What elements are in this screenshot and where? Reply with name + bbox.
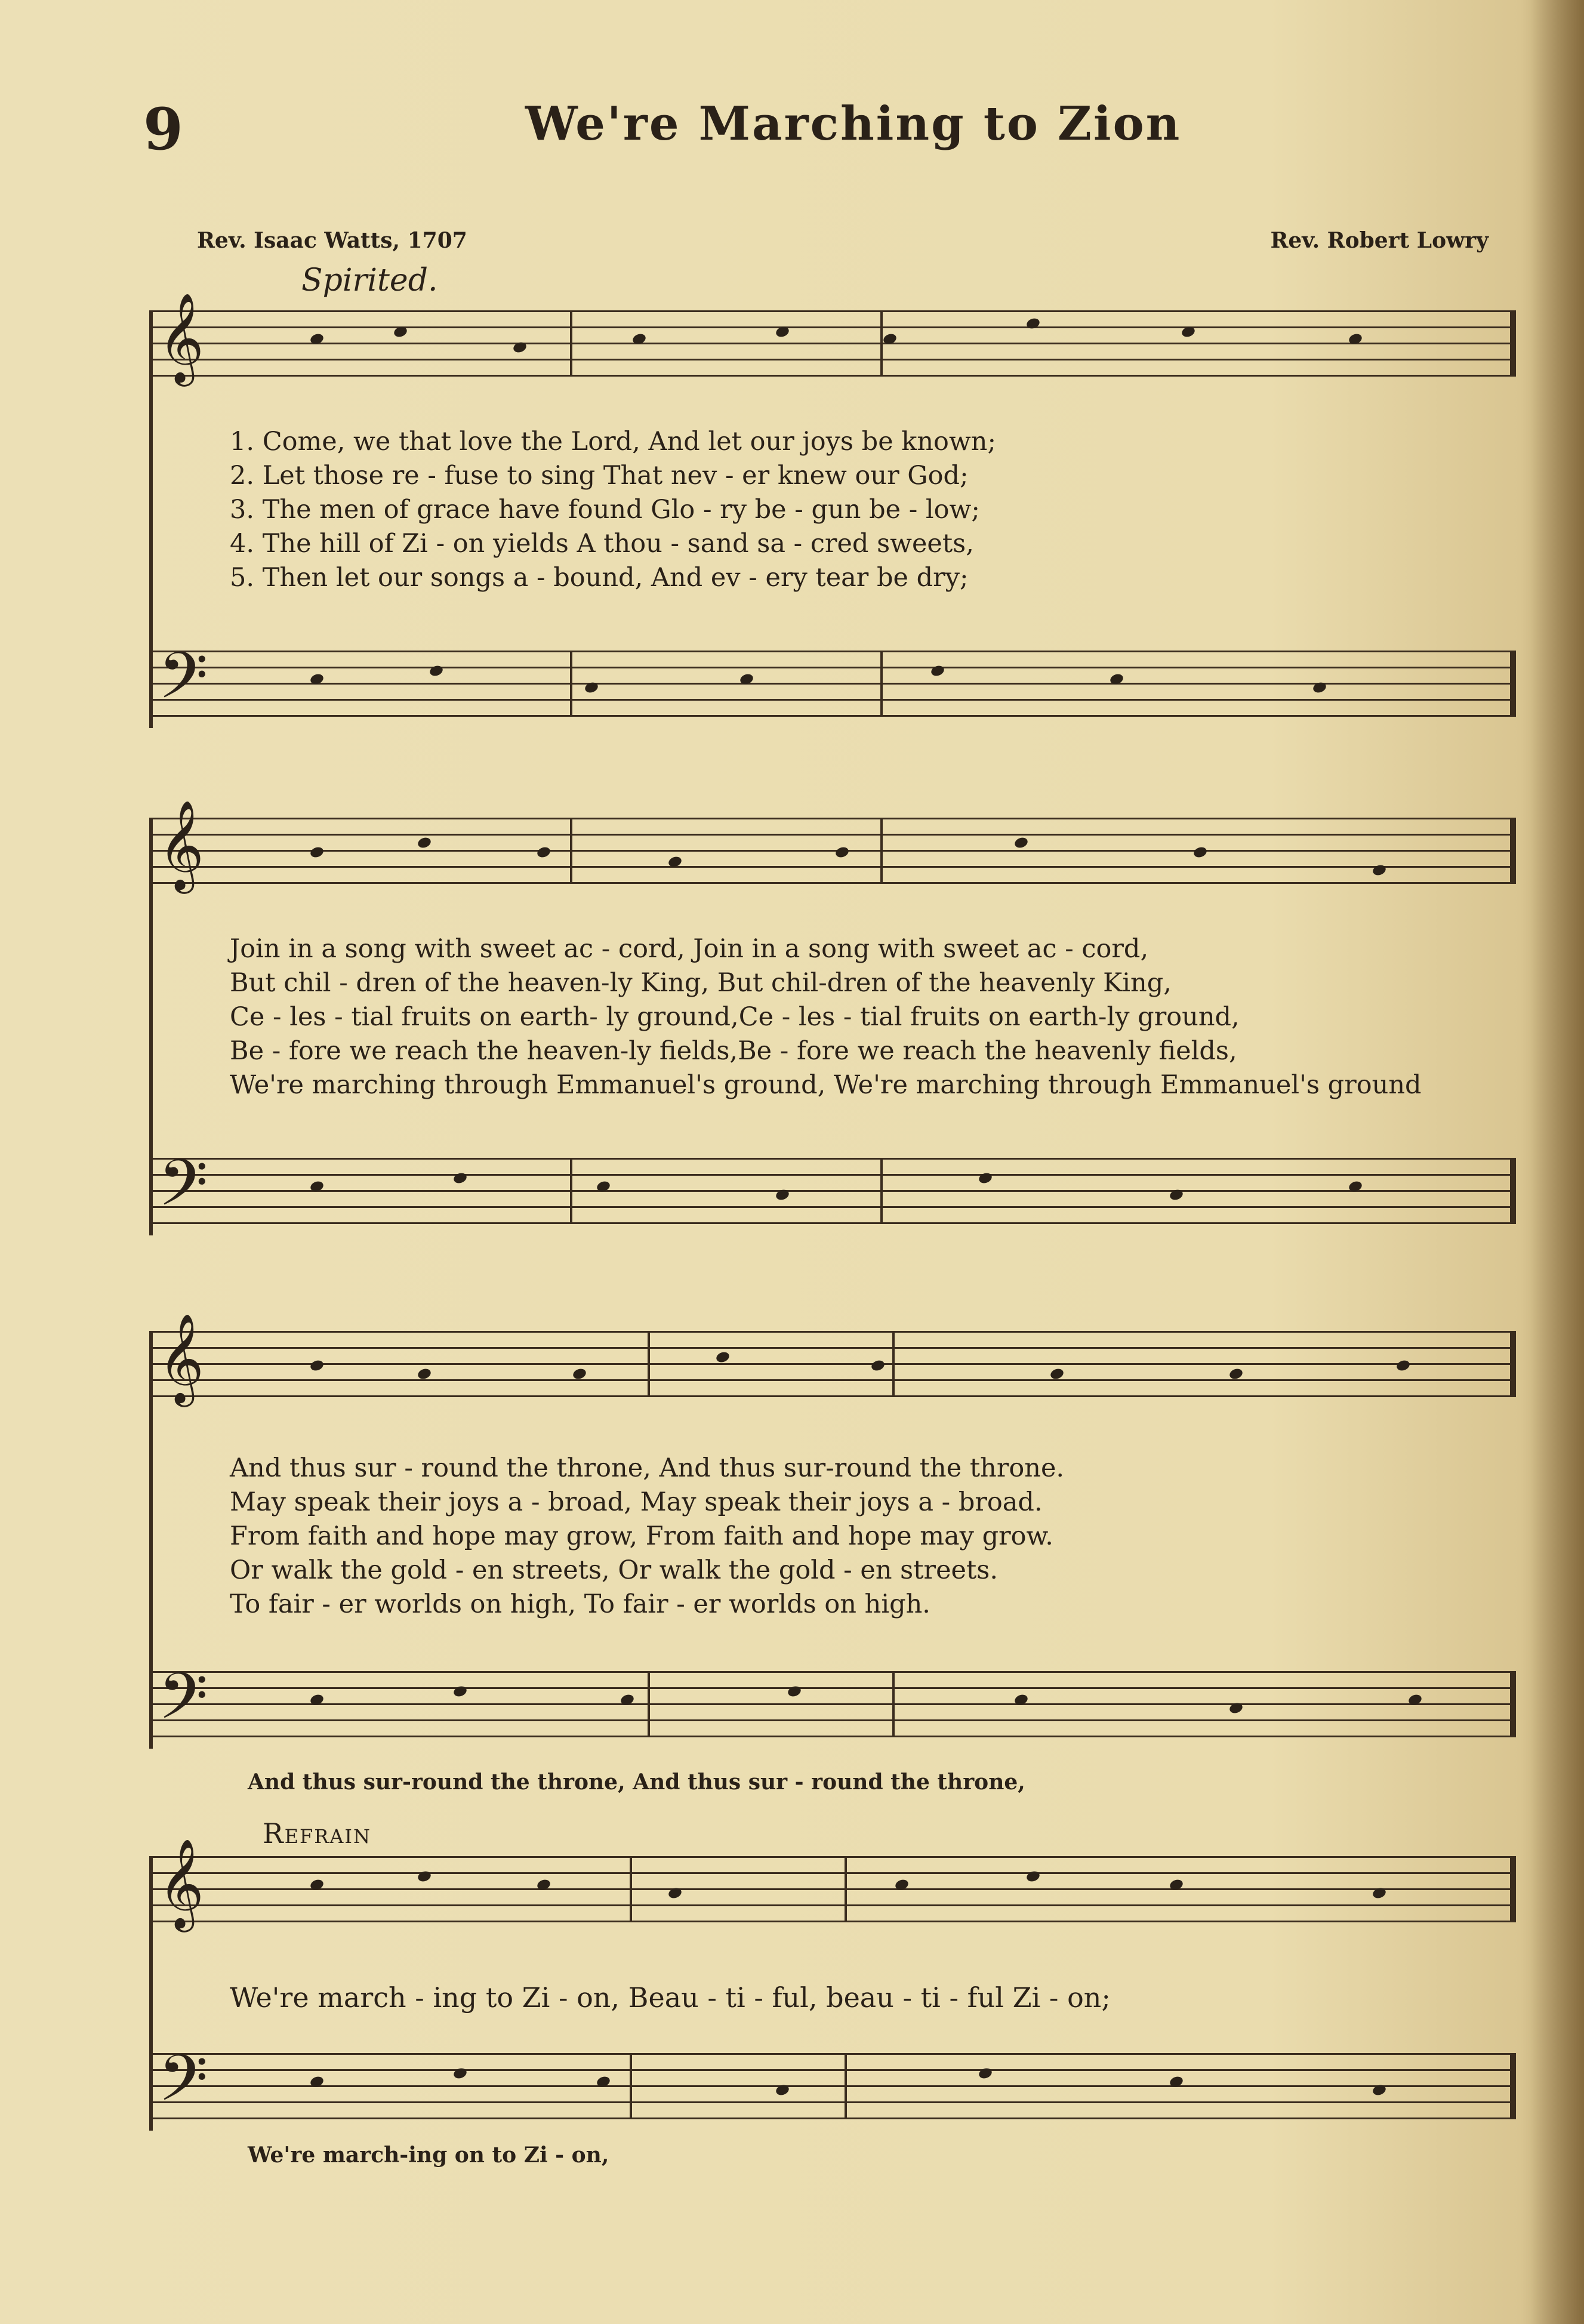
- bass-staff-2: [152, 1145, 1516, 1236]
- lyrics-verse-1: Join in a song with sweet ac - cord, Join in a song with sweet ac - cord,: [230, 934, 1149, 964]
- treble-clef-icon: 𝄞: [158, 799, 204, 890]
- lyrics-verse-3: Ce - les - tial fruits on earth- ly ground,Ce - les - tial fruits on earth-ly ground,: [230, 1002, 1240, 1032]
- treble-clef-icon: 𝄞: [158, 292, 204, 383]
- page-number: 9: [143, 95, 183, 163]
- bass-clef-icon: 𝄢: [158, 638, 208, 729]
- bass-staff-1: [152, 638, 1516, 729]
- lyrics-verse-4: Or walk the gold - en streets, Or walk the gold - en streets.: [230, 1555, 998, 1585]
- bass-clef-icon: 𝄢: [158, 1659, 208, 1749]
- bass-clef-icon: 𝄢: [158, 1145, 208, 1236]
- lyrics-verse-1: And thus sur - round the throne, And thus sur-round the throne.: [230, 1453, 1065, 1483]
- lyrics-verse-2: But chil - dren of the heaven-ly King, But chil-dren of the heavenly King,: [230, 968, 1172, 998]
- lyrics-verse-4: 4. The hill of Zi - on yields A thou - sand sa - cred sweets,: [230, 529, 974, 559]
- page-header: [0, 90, 1584, 161]
- composer-credit: Rev. Robert Lowry: [1270, 228, 1489, 253]
- hymn-title: We're Marching to Zion: [525, 97, 1182, 151]
- treble-staff-1: [152, 292, 1516, 383]
- lyrics-verse-5: 5. Then let our songs a - bound, And ev - ery tear be dry;: [230, 563, 969, 593]
- treble-staff-2: [152, 799, 1516, 890]
- bass-staff-3: [152, 1659, 1516, 1749]
- refrain-lyrics: We're march - ing to Zi - on, Beau - ti - ful, beau - ti - ful Zi - on;: [230, 1981, 1111, 2014]
- lyrics-verse-3: 3. The men of grace have found Glo - ry be - gun be - low;: [230, 495, 980, 525]
- lyrics-verse-4: Be - fore we reach the heaven-ly fields,Be - fore we reach the heavenly fields,: [230, 1036, 1237, 1066]
- treble-staff-3: [152, 1312, 1516, 1403]
- bass-lyrics-3: And thus sur-round the throne, And thus sur - round the throne,: [248, 1770, 1025, 1795]
- bass-clef-icon: 𝄢: [158, 2041, 208, 2131]
- lyrics-verse-2: 2. Let those re - fuse to sing That nev - er knew our God;: [230, 461, 969, 491]
- lyrics-verse-5: We're marching through Emmanuel's ground, We're marching through Emmanuel's ground: [230, 1070, 1422, 1100]
- lyrics-verse-3: From faith and hope may grow, From faith and hope may grow.: [230, 1521, 1053, 1551]
- treble-clef-icon: 𝄞: [158, 1838, 204, 1928]
- refrain-bass-lyrics: We're march-ing on to Zi - on,: [248, 2143, 609, 2168]
- refrain-label: Refrain: [263, 1817, 372, 1850]
- page-edge-shadow: [1530, 0, 1584, 2324]
- tempo-marking: Spirited.: [301, 263, 438, 298]
- bass-staff-4: [152, 2041, 1516, 2131]
- lyrics-verse-2: May speak their joys a - broad, May speak their joys a - broad.: [230, 1487, 1043, 1517]
- treble-staff-4: [152, 1838, 1516, 1928]
- lyricist-credit: Rev. Isaac Watts, 1707: [197, 228, 467, 253]
- lyrics-verse-5: To fair - er worlds on high, To fair - er worlds on high.: [230, 1589, 930, 1619]
- lyrics-verse-1: 1. Come, we that love the Lord, And let our joys be known;: [230, 427, 996, 457]
- treble-clef-icon: 𝄞: [158, 1312, 204, 1403]
